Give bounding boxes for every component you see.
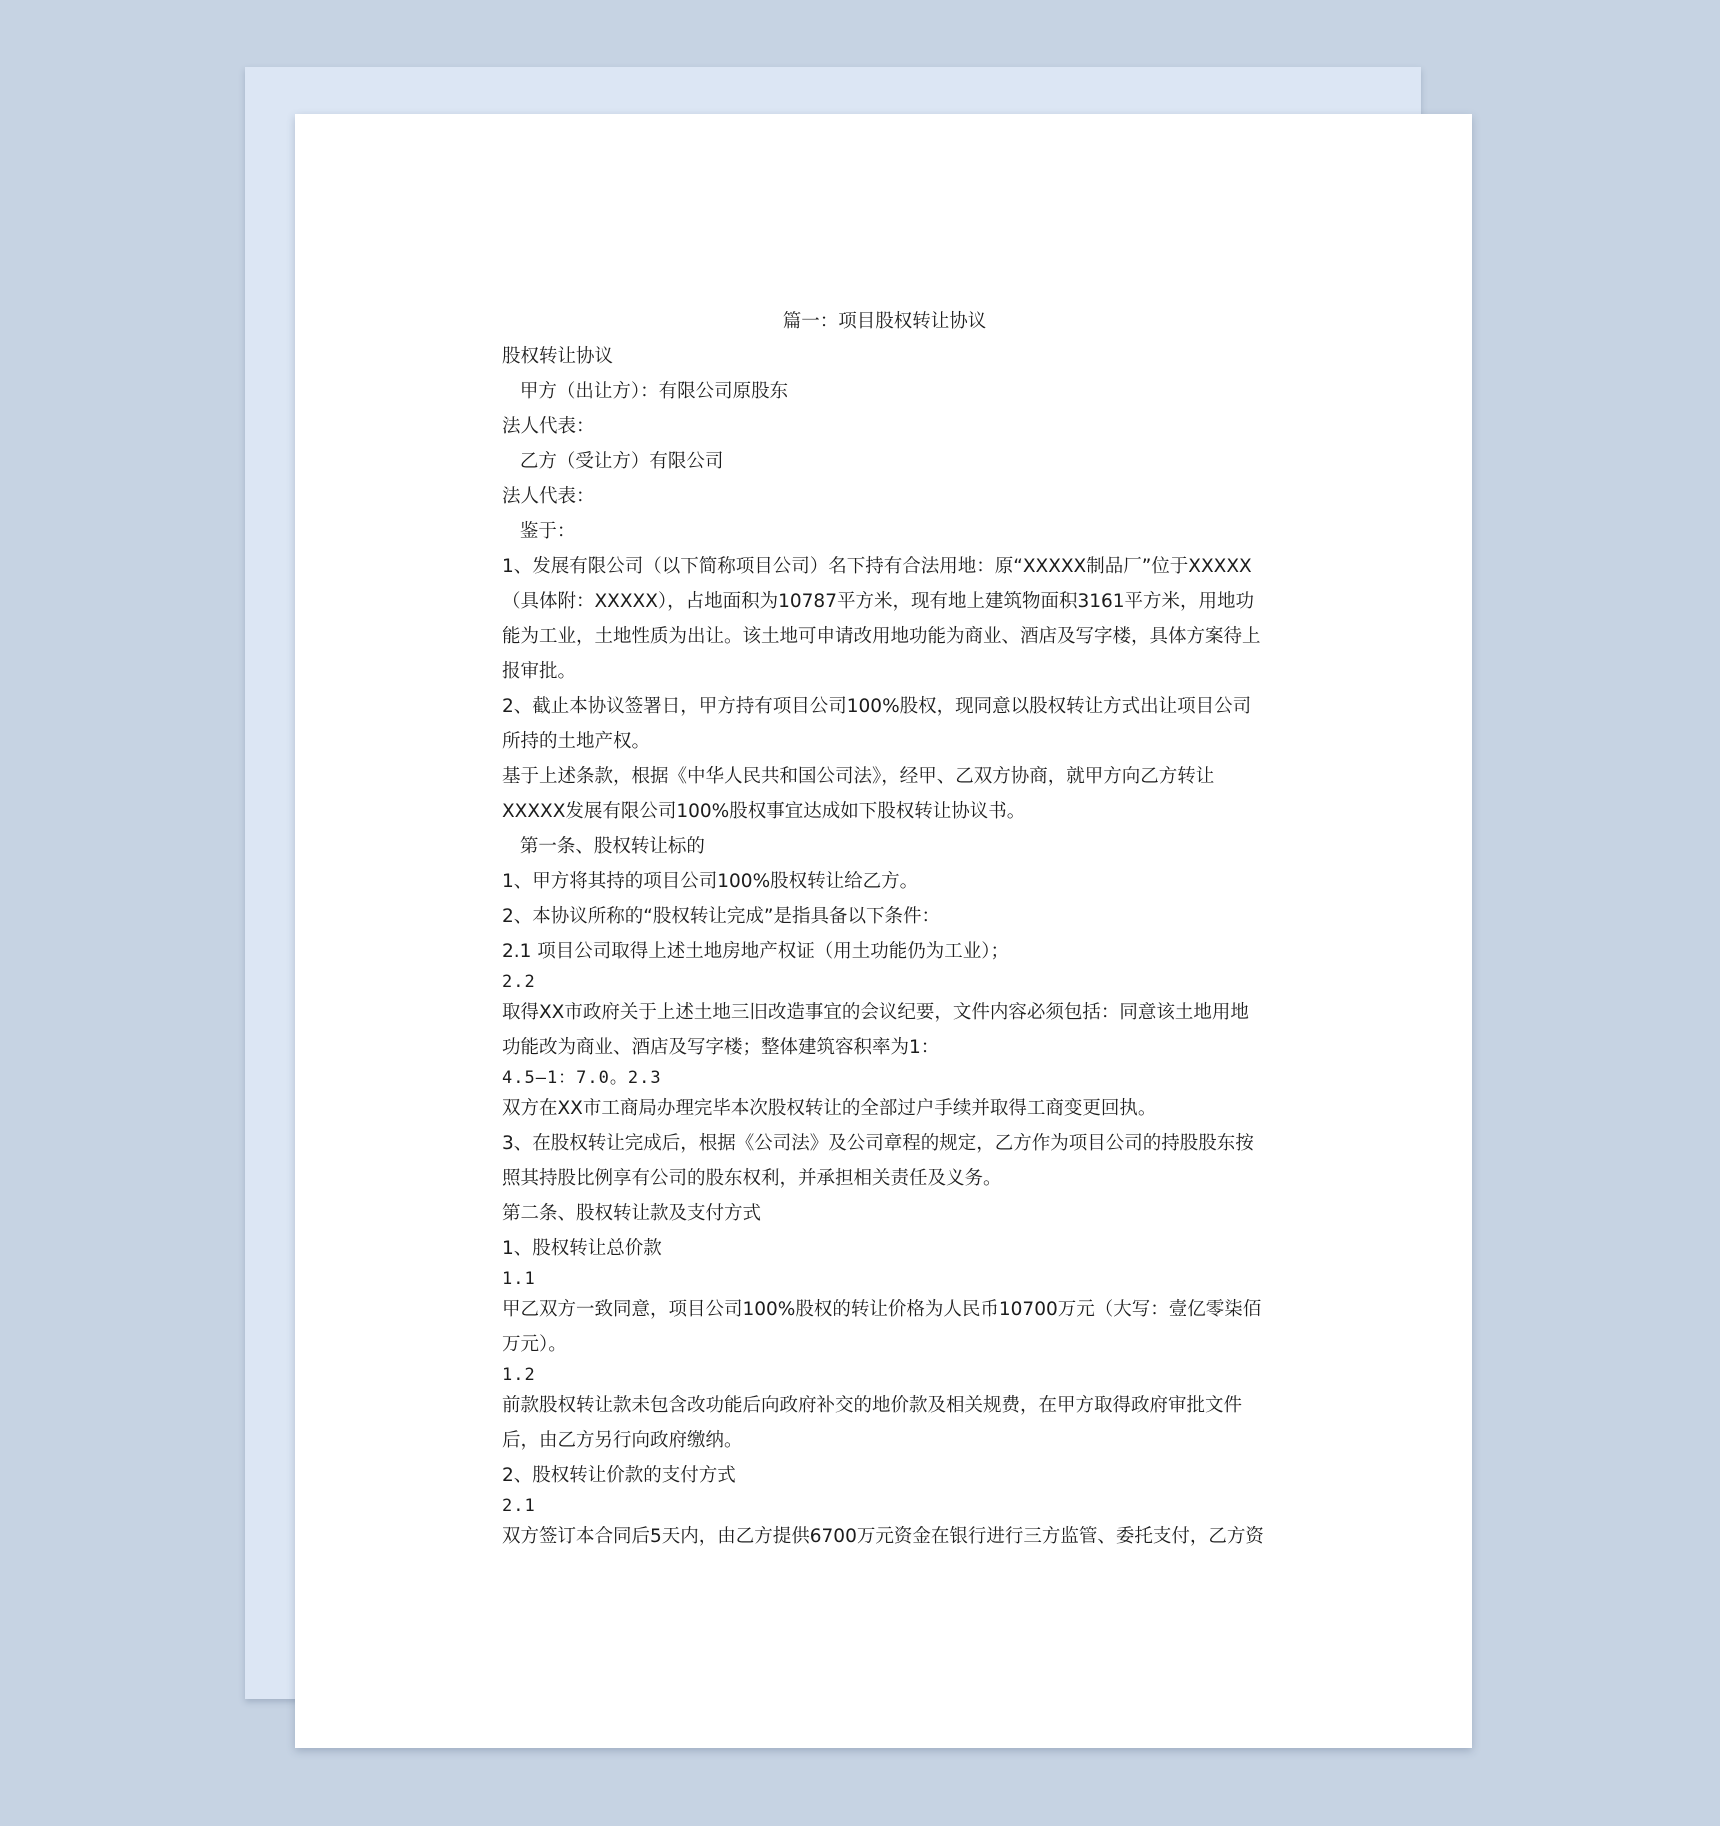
document-paragraph: 甲乙双方一致同意，项目公司100%股权的转让价格为人民币10700万元（大写：壹亿零柒佰万元）。 xyxy=(502,1299,1262,1355)
document-paragraph: 2、股权转让价款的支付方式 xyxy=(502,1465,736,1486)
document-body xyxy=(502,304,1267,1554)
document-title: 篇一：项目股权转让协议 xyxy=(782,311,987,332)
clause-number: 2.1 xyxy=(502,1496,536,1516)
document-paragraph: 2、截止本协议签署日，甲方持有项目公司100%股权，现同意以股权转让方式出让项目公司所持的土地产权。 xyxy=(502,696,1252,752)
document-paragraph: 1、甲方将其持的项目公司100%股权转让给乙方。 xyxy=(502,871,919,892)
clause-number: 1.1 xyxy=(502,1269,536,1289)
front-page-sheet xyxy=(295,114,1472,1748)
document-paragraph: 取得XX市政府关于上述土地三旧改造事宜的会议纪要，文件内容必须包括：同意该土地用地功能改为商业、酒店及写字楼；整体建筑容积率为1： xyxy=(502,1002,1249,1058)
document-paragraph: 双方在XX市工商局办理完毕本次股权转让的全部过户手续并取得工商变更回执。 xyxy=(502,1098,1157,1119)
document-paragraph: 法人代表： xyxy=(502,486,595,507)
document-paragraph: 第一条、股权转让标的 xyxy=(514,836,705,857)
document-paragraph: 双方签订本合同后5天内，由乙方提供6700万元资金在银行进行三方监管、委托支付，乙方资 xyxy=(502,1526,1264,1547)
document-paragraph: 第二条、股权转让款及支付方式 xyxy=(502,1203,762,1224)
clause-number: 1.2 xyxy=(502,1365,536,1385)
document-paragraph: 前款股权转让款未包含改功能后向政府补交的地价款及相关规费，在甲方取得政府审批文件后，由乙方另行向政府缴纳。 xyxy=(502,1395,1243,1451)
document-paragraph: 2、本协议所称的“股权转让完成”是指具备以下条件： xyxy=(502,906,940,927)
document-paragraph: 基于上述条款，根据《中华人民共和国公司法》，经甲、乙双方协商，就甲方向乙方转让XXXXX发展有限公司100%股权事宜达成如下股权转让协议书。 xyxy=(502,766,1215,822)
document-paragraph: 甲方（出让方）：有限公司原股东 xyxy=(514,381,789,402)
document-paragraph: 乙方（受让方）有限公司 xyxy=(514,451,724,472)
document-lines xyxy=(502,339,1267,1554)
document-paragraph: 法人代表： xyxy=(502,416,595,437)
document-paragraph: 股权转让协议 xyxy=(502,346,614,367)
clause-number: 2.2 xyxy=(502,972,536,992)
document-paragraph: 3、在股权转让完成后，根据《公司法》及公司章程的规定，乙方作为项目公司的持股股东按照其持股比例享有公司的股东权利，并承担相关责任及义务。 xyxy=(502,1133,1254,1189)
document-paragraph: 鉴于： xyxy=(514,521,576,542)
document-paragraph: 1、发展有限公司（以下简称项目公司）名下持有合法用地：原“XXXXX制品厂”位于XXXXX（具体附：XXXXX），占地面积为10787平方米，现有地上建筑物面积3161平方米，用地功能为工业，土地性质为出让。该土地可申请改用地功能为商业、酒店及写字楼，具体方案待上报审批。 xyxy=(502,556,1261,682)
clause-number: 4.5—1：7.0。2.3 xyxy=(502,1068,662,1088)
document-paragraph: 2.1 项目公司取得上述土地房地产权证（用土功能仍为工业）； xyxy=(502,941,1010,962)
document-paragraph: 1、股权转让总价款 xyxy=(502,1238,662,1259)
